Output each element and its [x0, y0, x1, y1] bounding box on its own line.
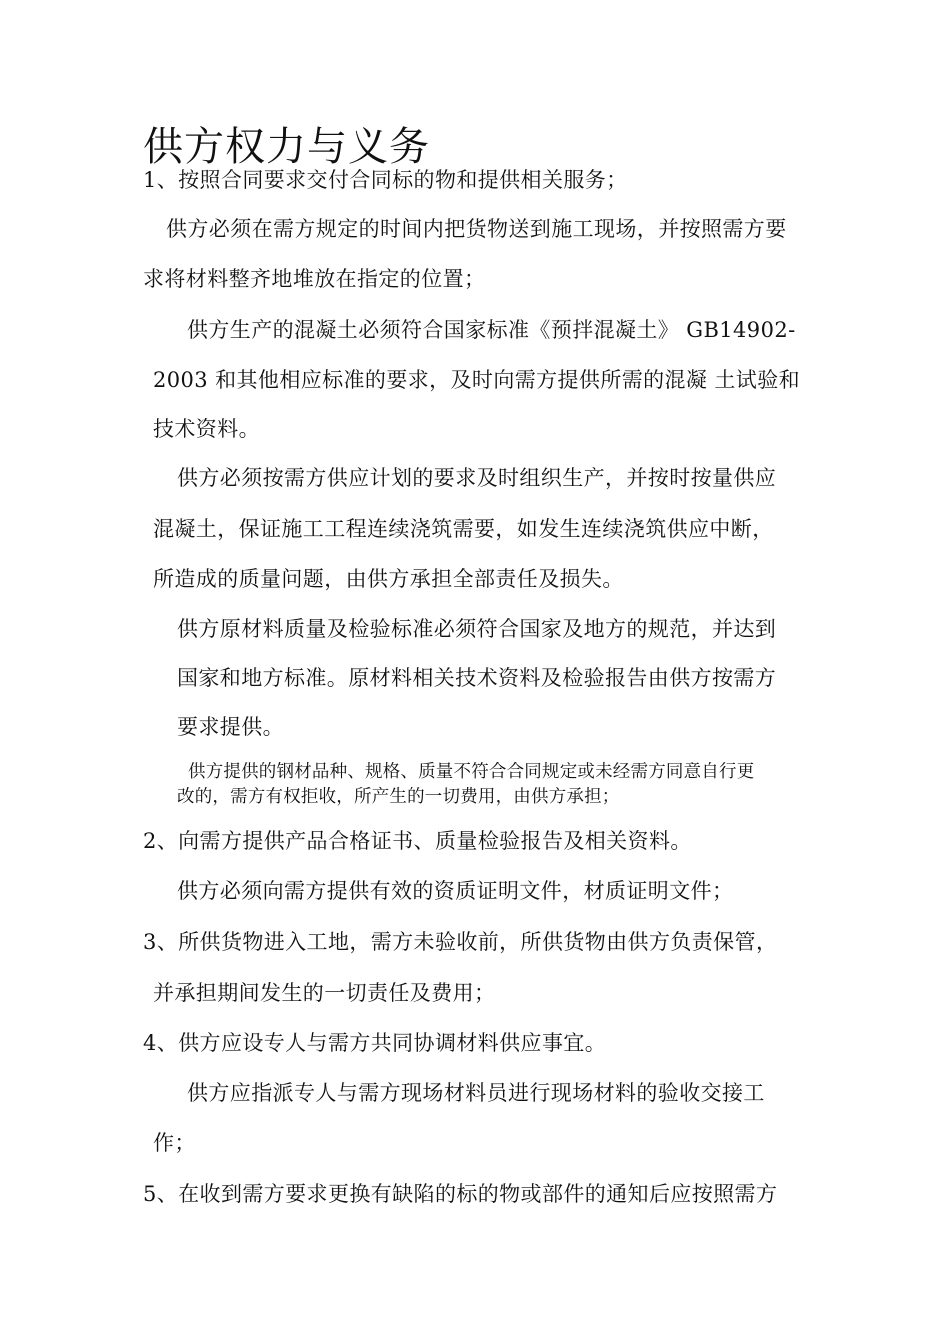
paragraph-line: 作；	[153, 1131, 196, 1155]
clause-5-heading: 5、在收到需方要求更换有缺陷的标的物或部件的通知后应按照需方	[143, 1182, 778, 1206]
paragraph-line: 供方生产的混凝土必须符合国家标准《预拌混凝土》 GB14902-	[187, 318, 796, 342]
paragraph-line: 供方应指派专人与需方现场材料员进行现场材料的验收交接工	[187, 1081, 765, 1105]
paragraph-line: 所造成的质量问题，由供方承担全部责任及损失。	[153, 567, 624, 591]
paragraph-line: 混凝土，保证施工工程连续浇筑需要，如发生连续浇筑供应中断，	[153, 517, 774, 541]
paragraph-line: 供方必须按需方供应计划的要求及时组织生产，并按时按量供应	[177, 466, 777, 490]
paragraph-line: 技术资料。	[153, 417, 260, 441]
paragraph-line: 要求提供。	[177, 715, 284, 739]
paragraph-line: 改的，需方有权拒收，所产生的一切费用，由供方承担；	[177, 787, 620, 807]
paragraph-line: 求将材料整齐地堆放在指定的位置；	[143, 267, 486, 291]
paragraph-line: 国家和地方标准。原材料相关技术资料及检验报告由供方按需方	[177, 666, 777, 690]
paragraph-line: 供方提供的钢材品种、规格、质量不符合合同规定或未经需方同意自行更	[188, 762, 755, 782]
paragraph-line: 并承担期间发生的一切责任及费用；	[153, 981, 496, 1005]
clause-4-heading: 4、供方应设专人与需方共同协调材料供应事宜。	[143, 1031, 607, 1055]
clause-1-heading: 1、按照合同要求交付合同标的物和提供相关服务；	[143, 168, 628, 192]
clause-2-heading: 2、向需方提供产品合格证书、质量检验报告及相关资料。	[143, 829, 692, 853]
paragraph-line: 供方原材料质量及检验标准必须符合国家及地方的规范，并达到	[177, 617, 777, 641]
document-title: 供方权力与义务	[143, 123, 430, 170]
paragraph-line: 2003 和其他相应标准的要求，及时向需方提供所需的混凝 土试验和	[153, 368, 800, 392]
clause-3-heading: 3、所供货物进入工地，需方未验收前，所供货物由供方负责保管，	[143, 930, 778, 954]
paragraph-line: 供方必须向需方提供有效的资质证明文件，材质证明文件；	[177, 879, 734, 903]
paragraph-line: 供方必须在需方规定的时间内把货物送到施工现场，并按照需方要	[166, 217, 787, 241]
